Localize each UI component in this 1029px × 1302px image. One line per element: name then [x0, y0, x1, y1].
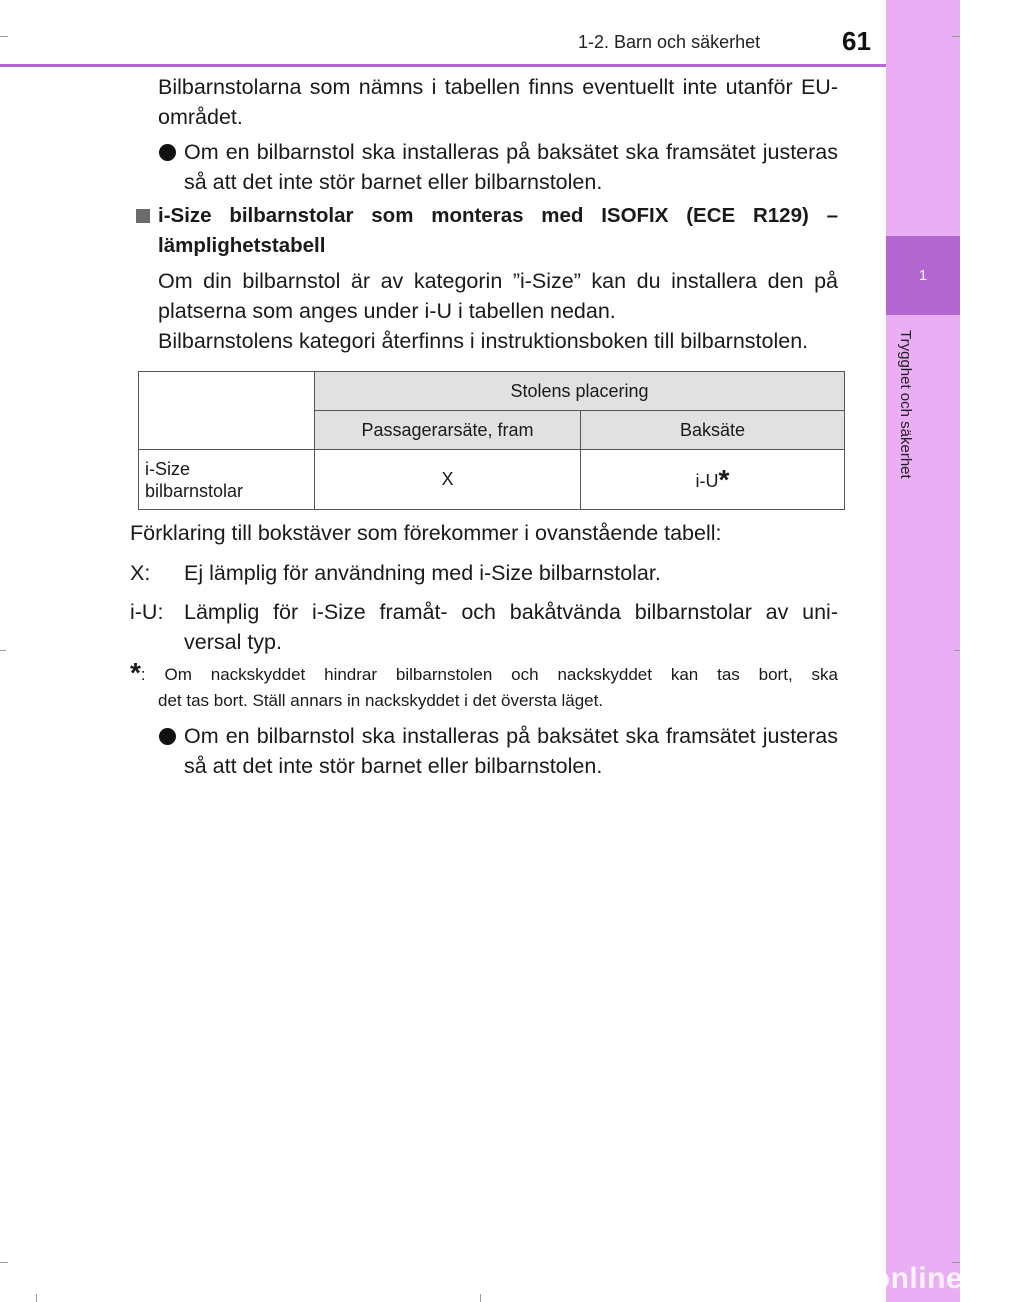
footnote-text: : Om nackskyddet hindrar bilbarnstolen och nackskyddet kan tas bort, ska — [140, 665, 838, 684]
table-group-header: Stolens placering — [315, 372, 845, 411]
bullet-icon — [159, 144, 176, 161]
section-heading: i-Size bilbarnstolar som monteras med ISOFIX (ECE R129) – lämplighetstabell — [158, 204, 838, 257]
column-header-rear: Baksäte — [581, 411, 845, 450]
crop-mark — [0, 36, 8, 37]
legend-text-line: Lämplig för i-Size framåt- och bakåtvända bilbarnstolar av uni- — [184, 600, 838, 624]
legend-intro: Förklaring till bokstäver som förekommer i ovanstående tabell: — [130, 521, 722, 545]
row-label-line: i-Size — [145, 458, 191, 479]
row-label — [139, 450, 315, 510]
legend-text-line: versal typ. — [184, 630, 282, 654]
footnote-line — [130, 657, 838, 688]
crop-mark — [952, 36, 960, 37]
bullet-text: Om en bilbarnstol ska installeras på baksätet ska framsätet justeras så att det inte stör barnet eller bilbarnstolen. — [184, 140, 838, 194]
running-head: 1-2. Barn och säkerhet — [578, 32, 761, 52]
cell-rear — [581, 450, 845, 510]
isize-paragraph: Om din bilbarnstol är av kategorin ”i-Size” kan du installera den på platserna som anges under i-U i tabellen nedan. — [158, 269, 838, 323]
crop-mark — [0, 650, 6, 651]
footnote-asterisk: * — [130, 657, 141, 688]
cell-rear-value: i-U — [695, 470, 719, 491]
intro-paragraph: Bilbarnstolarna som nämns i tabellen finns eventuellt inte utanför EU-området. — [158, 75, 838, 129]
legend-key-iu: i-U: — [130, 600, 164, 624]
watermark-logo: carmanualsonline.info — [700, 1262, 1029, 1295]
crop-mark — [36, 1294, 37, 1302]
legend-text-x: Ej lämplig för användning med i-Size bilbarnstolar. — [184, 561, 661, 585]
row-label-line: bilbarnstolar — [145, 480, 244, 501]
footnote-line: det tas bort. Ställ annars in nackskyddet i det översta läget. — [158, 691, 604, 710]
cell-front: X — [315, 450, 581, 510]
chapter-label: Trygghet och säkerhet — [897, 330, 914, 479]
crop-mark — [0, 1262, 8, 1263]
suitability-table — [138, 371, 845, 510]
footnote — [130, 657, 838, 714]
isize-note: Bilbarnstolens kategori återfinns i instruktionsboken till bilbarnstolen. — [158, 329, 809, 353]
legend-key-x: X: — [130, 561, 151, 585]
table-row — [139, 450, 845, 510]
chapter-tab — [886, 236, 960, 315]
chapter-number: 1 — [918, 267, 928, 284]
bullet-text: Om en bilbarnstol ska installeras på baksätet ska framsätet justeras så att det inte stör barnet eller bilbarnstolen. — [184, 724, 838, 778]
side-tab — [886, 0, 960, 1302]
crop-mark — [480, 1294, 481, 1302]
asterisk-mark: * — [718, 463, 730, 495]
column-header-front: Passagerarsäte, fram — [315, 411, 581, 450]
bullet-icon — [159, 728, 176, 745]
table-corner-cell — [139, 372, 315, 450]
crop-mark — [954, 650, 960, 651]
section-square-icon — [136, 209, 150, 223]
page-number: 61 — [842, 26, 871, 56]
legend-text-iu — [184, 597, 838, 657]
header-rule — [0, 64, 886, 67]
